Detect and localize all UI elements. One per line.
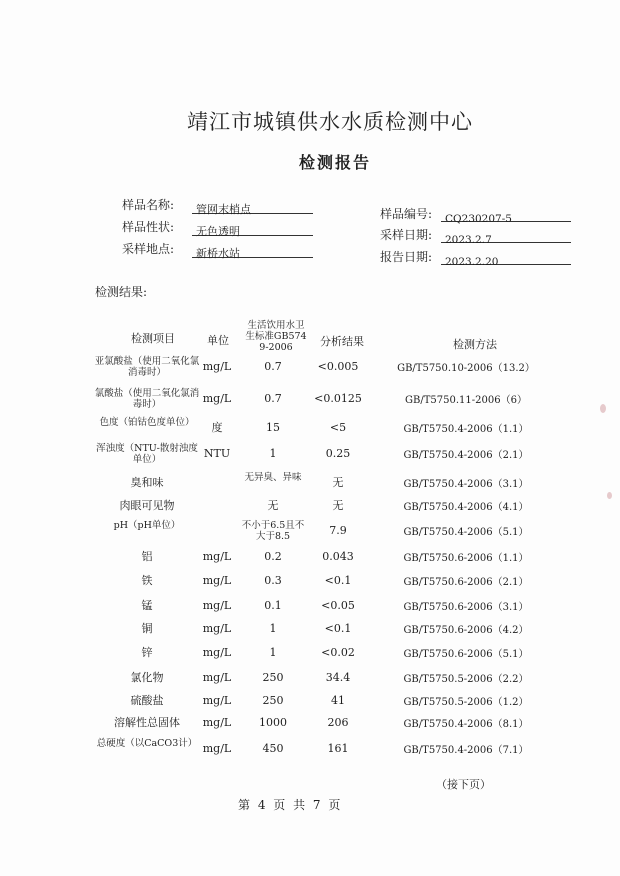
sample-appearance-value: 无色透明: [196, 225, 240, 238]
sample-id-line: [441, 207, 571, 225]
page-number: 第 4 页 共 7 页: [238, 798, 343, 812]
header-method: 检测方法: [453, 338, 497, 351]
sample-name-value: 管网末梢点: [196, 203, 251, 216]
header-item: 检测项目: [131, 332, 175, 345]
cell-item: 肉眼可见物: [119, 499, 175, 512]
cell-unit: mg/L: [202, 671, 232, 684]
report-title: 检测报告: [298, 153, 371, 172]
cell-unit: mg/L: [202, 646, 232, 659]
cell-result: <0.1: [324, 574, 352, 587]
cell-standard: 0.7: [264, 392, 282, 405]
sampling-date-value: 2023.2.7: [445, 234, 492, 246]
cell-result: 0.25: [325, 447, 351, 460]
cell-standard: 250: [262, 694, 284, 707]
cell-method: GB/T5750.10-2006（13.2）: [397, 363, 535, 374]
cell-method: GB/T5750.6-2006（1.1）: [403, 553, 529, 564]
cell-method: GB/T5750.4-2006（8.1）: [403, 719, 529, 730]
cell-method: GB/T5750.4-2006（3.1）: [403, 479, 529, 490]
cell-method: GB/T5750.5-2006（2.2）: [403, 674, 529, 685]
cell-result: 7.9: [329, 524, 347, 537]
cell-result: 无: [332, 499, 344, 512]
cell-standard: 0.1: [264, 599, 282, 612]
cell-unit: mg/L: [202, 574, 232, 587]
sample-appearance-label: 样品性状:: [122, 220, 175, 234]
cell-unit: mg/L: [202, 716, 232, 729]
sampling-site-line: [192, 242, 313, 258]
cell-item: 氯酸盐（使用二氧化氯消毒时）: [94, 388, 200, 410]
cell-result: <0.0125: [314, 392, 362, 405]
lab-title: 靖江市城镇供水水质检测中心: [187, 110, 473, 134]
header-unit: 单位: [207, 334, 229, 347]
sample-id-label: 样品编号:: [380, 207, 433, 221]
cell-result: 161: [327, 742, 349, 755]
cell-method: GB/T5750.6-2006（2.1）: [403, 577, 529, 588]
cell-unit: NTU: [203, 447, 231, 460]
seal-mark: [600, 404, 606, 413]
cell-item: 浑浊度（NTU-散射浊度单位）: [96, 443, 198, 465]
cell-standard: 250: [262, 671, 284, 684]
cell-standard: 1: [269, 622, 277, 635]
report-date-line: [441, 250, 571, 268]
cell-item: pH（pH单位）: [113, 520, 181, 531]
cell-item: 铁: [141, 574, 153, 587]
header-standard: 生活饮用水卫生标准GB5749-2006: [245, 320, 307, 353]
sample-appearance-line: [192, 220, 313, 236]
cell-result: <0.02: [321, 646, 355, 659]
cell-standard: 0.3: [264, 574, 282, 587]
cell-item: 臭和味: [130, 476, 164, 489]
cell-result: 34.4: [325, 671, 351, 684]
cell-item: 铜: [141, 622, 153, 635]
sampling-date-line: [441, 228, 571, 246]
cell-standard: 不小于6.5且不大于8.5: [241, 520, 305, 542]
cell-item: 锌: [141, 646, 153, 659]
cell-standard: 0.7: [264, 360, 282, 373]
cell-standard: 450: [262, 742, 284, 755]
cell-method: GB/T5750.6-2006（3.1）: [403, 602, 529, 613]
cell-method: GB/T5750.4-2006（5.1）: [403, 527, 529, 538]
cell-item: 溶解性总固体: [114, 716, 180, 729]
cell-item: 亚氯酸盐（使用二氧化氯消毒时）: [94, 356, 200, 378]
cell-unit: mg/L: [202, 742, 232, 755]
cell-method: GB/T5750.6-2006（5.1）: [403, 649, 529, 660]
cell-result: 0.043: [322, 550, 354, 563]
cell-unit: mg/L: [202, 694, 232, 707]
cell-method: GB/T5750.6-2006（4.2）: [403, 625, 529, 636]
cell-unit: mg/L: [202, 392, 232, 405]
cell-standard: 无异臭、异味: [244, 472, 302, 483]
cell-result: <0.05: [321, 599, 355, 612]
sampling-date-label: 采样日期:: [380, 228, 433, 242]
sample-id-value: CQ230207-5: [445, 213, 512, 225]
cell-standard: 1: [269, 646, 277, 659]
cell-standard: 0.2: [264, 550, 282, 563]
cell-method: GB/T5750.4-2006（4.1）: [403, 502, 529, 513]
cell-unit: mg/L: [202, 550, 232, 563]
cell-result: 无: [332, 476, 344, 489]
cell-item: 硫酸盐: [130, 694, 164, 707]
cell-item: 色度（铂钴色度单位）: [99, 417, 195, 428]
seal-mark: [607, 492, 612, 499]
cell-item: 锰: [141, 599, 153, 612]
cell-unit: mg/L: [202, 622, 232, 635]
cell-standard: 1: [269, 447, 277, 460]
cell-result: <5: [329, 421, 347, 434]
sample-name-label: 样品名称:: [122, 198, 175, 212]
cell-method: GB/T5750.4-2006（7.1）: [403, 745, 529, 756]
cell-standard: 1000: [259, 716, 287, 729]
cell-result: 206: [327, 716, 349, 729]
sampling-site-label: 采样地点:: [122, 242, 175, 256]
cell-unit: 度: [211, 421, 223, 434]
cell-unit: mg/L: [202, 599, 232, 612]
continued-note: （接下页）: [436, 778, 491, 791]
cell-standard: 15: [266, 421, 280, 434]
sampling-site-value: 新桥水站: [196, 247, 240, 260]
cell-unit: mg/L: [202, 360, 232, 373]
cell-result: <0.1: [324, 622, 352, 635]
results-heading: 检测结果:: [95, 285, 148, 299]
header-result: 分析结果: [320, 335, 364, 348]
cell-method: GB/T5750.4-2006（2.1）: [403, 450, 529, 461]
cell-result: <0.005: [317, 360, 359, 373]
cell-method: GB/T5750.11-2006（6）: [405, 395, 527, 406]
cell-method: GB/T5750.5-2006（1.2）: [403, 697, 529, 708]
report-date-value: 2023.2.20: [445, 256, 499, 268]
sample-name-line: [192, 198, 313, 214]
cell-standard: 无: [267, 499, 279, 512]
cell-item: 铝: [141, 550, 153, 563]
cell-result: 41: [331, 694, 345, 707]
cell-item: 氯化物: [130, 671, 164, 684]
cell-method: GB/T5750.4-2006（1.1）: [403, 424, 529, 435]
report-date-label: 报告日期:: [380, 250, 433, 264]
cell-item: 总硬度（以CaCO3计）: [96, 738, 198, 749]
